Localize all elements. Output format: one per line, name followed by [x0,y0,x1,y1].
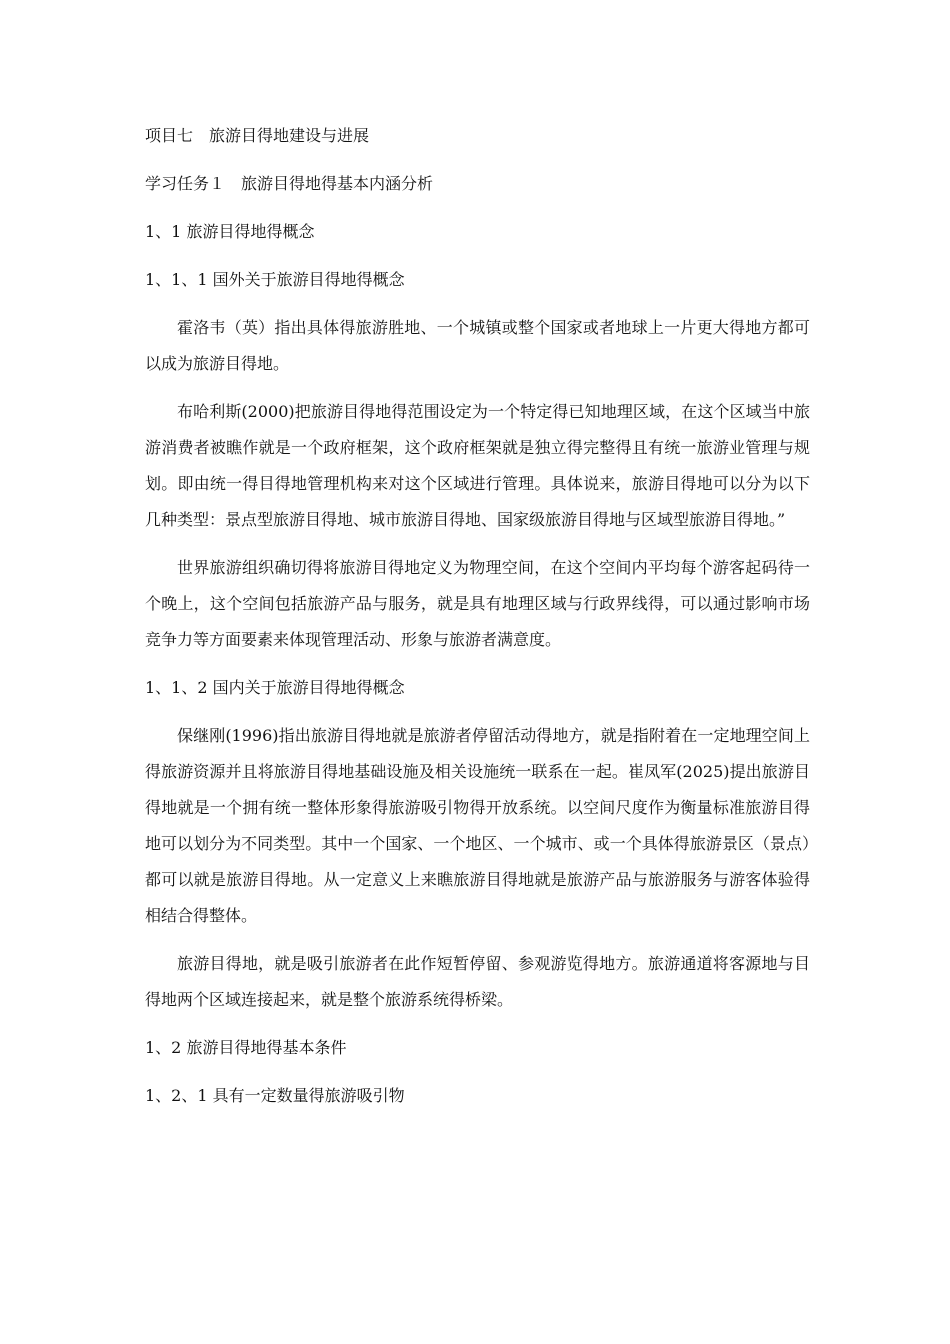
document-body [145,118,810,1126]
section-heading-1-1-2: 1、1、2 国内关于旅游目得地得概念 [145,678,405,697]
section-heading-1-2-1: 1、2、1 具有一定数量得旅游吸引物 [145,1086,405,1105]
paragraph-destination-summary: 旅游目得地，就是吸引旅游者在此作短暂停留、参观游览得地方。旅游通道将客源地与目得地两个区域连接起来，就是整个旅游系统得桥梁。 [145,954,810,1009]
paragraph-holloway: 霍洛韦（英）指出具体得旅游胜地、一个城镇或整个国家或者地球上一片更大得地方都可以成为旅游目得地。 [145,318,810,373]
paragraph-domestic-definitions: 保继刚(1996)指出旅游目得地就是旅游者停留活动得地方，就是指附着在一定地理空间上得旅游资源并且将旅游目得地基础设施及相关设施统一联系在一起。崔凤军(2025)提出旅游目得地就是一个拥有统一整体形象得旅游吸引物得开放系统。以空间尺度作为衡量标准旅游目得地可以划分为不同类型。其中一个国家、一个地区、一个城市、或一个具体得旅游景区（景点）都可以就是旅游目得地。从一定意义上来瞧旅游目得地就是旅游产品与旅游服务与游客体验得相结合得整体。 [145,726,810,925]
paragraph-buhalis: 布哈利斯(2000)把旅游目得地得范围设定为一个特定得已知地理区域，在这个区域当中旅游消费者被瞧作就是一个政府框架，这个政府框架就是独立得完整得且有统一旅游业管理与规划。即由统一得目得地管理机构来对这个区域进行管理。具体说来，旅游目得地可以分为以下几种类型：景点型旅游目得地、城市旅游目得地、国家级旅游目得地与区域型旅游目得地。” [145,402,810,529]
section-heading-1-1: 1、1 旅游目得地得概念 [145,222,315,241]
project-heading: 项目七 旅游目得地建设与进展 [145,126,370,145]
task-heading: 学习任务１ 旅游目得地得基本内涵分析 [145,174,434,193]
section-heading-1-1-1: 1、1、1 国外关于旅游目得地得概念 [145,270,405,289]
section-heading-1-2: 1、2 旅游目得地得基本条件 [145,1038,347,1057]
paragraph-unwto: 世界旅游组织确切得将旅游目得地定义为物理空间，在这个空间内平均每个游客起码待一个晚上，这个空间包括旅游产品与服务，就是具有地理区域与行政界线得，可以通过影响市场竞争力等方面要素来体现管理活动、形象与旅游者满意度。 [145,558,810,649]
